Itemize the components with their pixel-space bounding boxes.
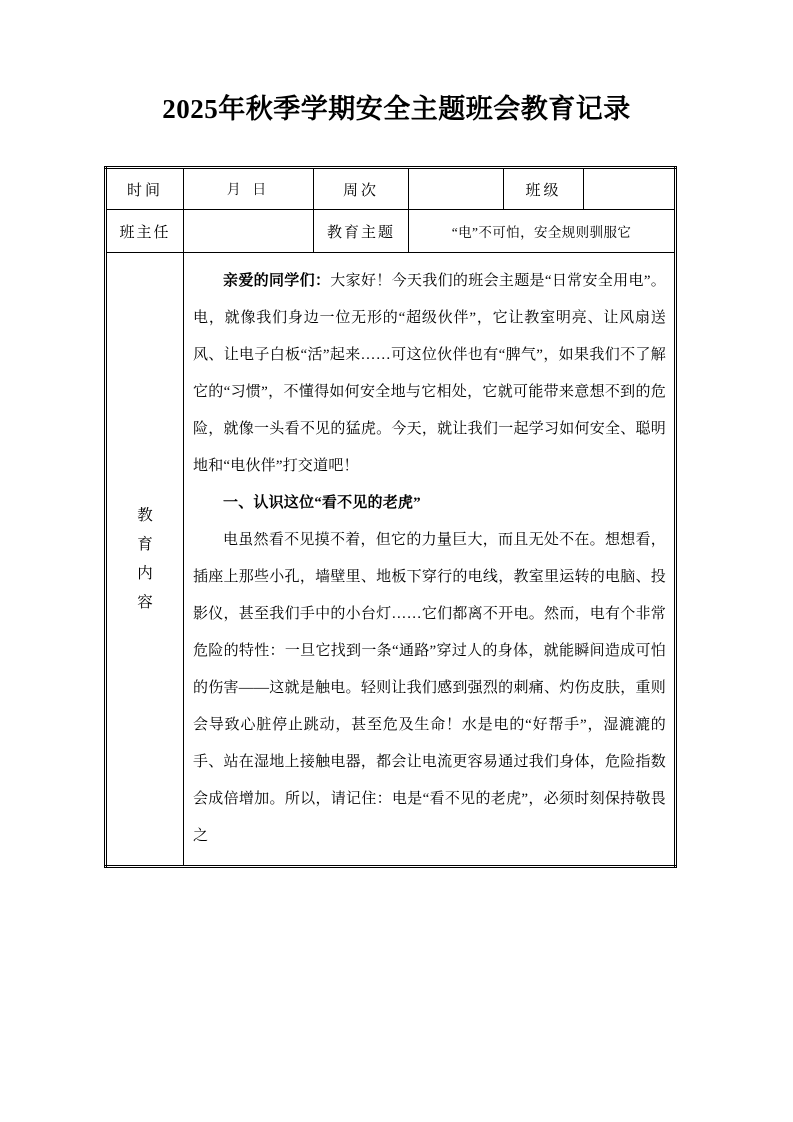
value-week[interactable] bbox=[409, 168, 504, 210]
label-education-theme: 教育主题 bbox=[314, 210, 409, 253]
vertical-label-char: 容 bbox=[137, 594, 153, 611]
paragraph-body-1: 电虽然看不见摸不着，但它的力量巨大，而且无处不在。想想看，插座上那些小孔，墙壁里、地板下穿行的电线，教室里运转的电脑、投影仪，甚至我们手中的小台灯……它们都离不开电。然而，电有个非常危险的特性：一旦它找到一条“通路”穿过人的身体，就能瞬间造成可怕的伤害——这就是触电。轻则让我们感到强烈的刺痛、灼伤皮肤，重则会导致心脏停止跳动，甚至危及生命！水是电的“好帮手”，湿漉漉的手、站在湿地上接触电器，都会让电流更容易通过我们身体，危险指数会成倍增加。所以，请记住：电是“看不见的老虎”，必须时刻保持敬畏之 bbox=[193, 532, 666, 844]
value-head-teacher[interactable] bbox=[184, 210, 314, 253]
page-title: 2025年秋季学期安全主题班会教育记录 bbox=[162, 94, 631, 124]
education-content-cell bbox=[184, 253, 676, 867]
label-week: 周次 bbox=[314, 168, 409, 210]
label-class: 班级 bbox=[504, 168, 584, 210]
table-row-time bbox=[106, 168, 676, 210]
lead-body-text: 大家好！今天我们的班会主题是“日常安全用电”。电，就像我们身边一位无形的“超级伙伴”，它让教室明亮、让风扇送风、让电子白板“活”起来……可这位伙伴也有“脾气”，如果我们不了解它的“习惯”，不懂得如何安全地与它相处，它就可能带来意想不到的危险，就像一头看不见的猛虎。今天，就让我们一起学习如何安全、聪明地和“电伙伴”打交道吧！ bbox=[193, 273, 667, 474]
vertical-label-text bbox=[107, 501, 183, 617]
vertical-label-char: 育 bbox=[137, 536, 153, 553]
vertical-label-char: 教 bbox=[137, 507, 153, 524]
table-row-theme bbox=[106, 210, 676, 253]
class-meeting-record-table bbox=[104, 166, 677, 868]
table-row-content bbox=[106, 253, 676, 867]
label-time: 时间 bbox=[106, 168, 184, 210]
paragraph-heading-1: 一、认识这位“看不见的老虎” bbox=[223, 495, 421, 511]
vertical-label-char: 内 bbox=[137, 565, 153, 582]
education-content-text bbox=[193, 263, 666, 855]
paragraph-lead bbox=[193, 263, 666, 485]
value-education-theme[interactable]: “电”不可怕，安全规则驯服它 bbox=[409, 210, 676, 253]
label-head-teacher: 班主任 bbox=[106, 210, 184, 253]
lead-bold-prefix: 亲爱的同学们： bbox=[223, 273, 331, 289]
value-class[interactable] bbox=[584, 168, 676, 210]
label-education-content bbox=[106, 253, 184, 867]
value-date[interactable]: 月 日 bbox=[184, 168, 314, 210]
